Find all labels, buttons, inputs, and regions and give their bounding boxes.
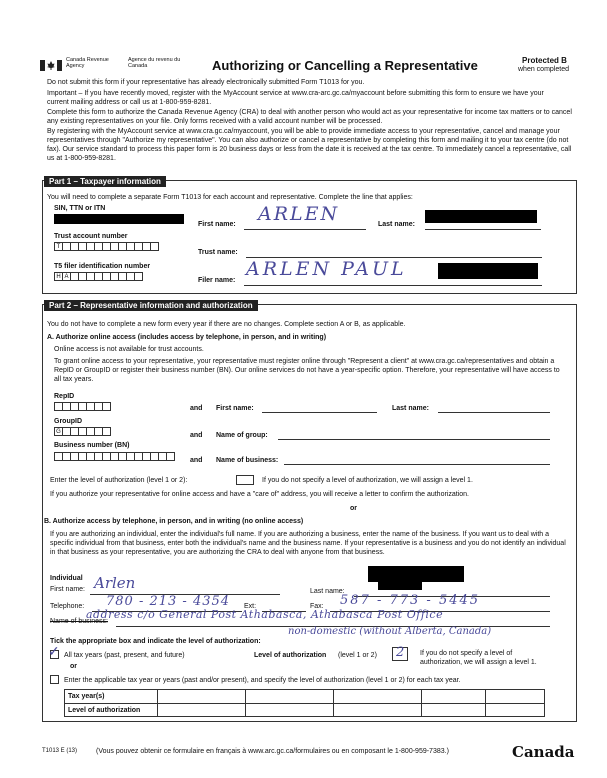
protected-sub: when completed bbox=[518, 66, 569, 73]
sin-redaction bbox=[54, 214, 184, 224]
check-mark: ✓ bbox=[48, 644, 60, 660]
and-2: and bbox=[190, 432, 203, 439]
trust-name-label: Trust name: bbox=[198, 249, 238, 256]
filer-name-line[interactable] bbox=[244, 284, 542, 286]
care-of-note: If you authorize your representative for online access and have a "care of" address, you will receive a letter to confirm the authorization. bbox=[50, 491, 469, 498]
level-b-value: 2 bbox=[396, 645, 405, 660]
agency-name-fr: Agence du revenu du Canada bbox=[128, 57, 181, 69]
group-name-line[interactable] bbox=[278, 438, 550, 440]
section-a-line2: To grant online access to your representative, your representative must register online through "Represent a client" at www.cra.gc.ca/representatives and obtain a RepID or GroupID or register their business number (BN). Our online services do not have a year-specific option. Therefore, your representative will have access to all tax years. bbox=[54, 358, 560, 383]
ind-last-redaction-2 bbox=[378, 580, 422, 590]
t5-label: T5 filer identification number bbox=[54, 263, 151, 270]
level-note-a: If you do not specify a level of authorization, we will assign a level 1. bbox=[262, 477, 473, 484]
intro-line: Do not submit this form if your representative has already electronically submitted Form T1013 for you. bbox=[47, 79, 365, 86]
specific-years-checkbox[interactable] bbox=[50, 675, 59, 684]
fax-label: Fax: bbox=[310, 603, 324, 610]
tick-line: Tick the appropriate box and indicate the level of authorization: bbox=[50, 638, 261, 645]
rep-last-name-label: Last name: bbox=[392, 405, 429, 412]
register-note: By registering with the MyAccount service at www.cra.gc.ca/myaccount, you will be able to provide immediate access to your representative, cancel and manage your representatives through "Authorize my representative". You can also authorize or cancel a representative by completing this form and mailing it to your tax centre (do not fax). Our service standard to process this paper form is 20 business days or less from the date it is received at the tax centre. To immediately cancel a representative, call us at 1-800-959-8281. bbox=[47, 128, 572, 162]
fax-value: 587 - 773 - 5445 bbox=[340, 593, 481, 608]
rep-first-name-line[interactable] bbox=[262, 411, 377, 413]
level-note-b: If you do not specify a level of authorization, we will assign a level 1. bbox=[420, 650, 537, 666]
business-name-label: Name of business: bbox=[216, 457, 279, 464]
part1-title: Part 1 – Taxpayer information bbox=[44, 176, 166, 187]
section-a-title: A. Authorize online access (includes access by telephone, in person, and in writing) bbox=[47, 334, 327, 341]
filer-name-label: Filer name: bbox=[198, 277, 236, 284]
specific-years-label: Enter the applicable tax year or years (past and/or present), and specify the level of authorization (level 1 or 2) for each tax year. bbox=[64, 677, 461, 684]
trust-number-boxes[interactable] bbox=[54, 242, 158, 251]
form-code: T1013 E (13) bbox=[42, 748, 78, 754]
tax-years-table bbox=[64, 689, 545, 717]
business-name-line[interactable] bbox=[284, 463, 550, 465]
first-name-value: ARLEN bbox=[258, 203, 340, 225]
t5-prefix-2: A bbox=[62, 272, 71, 281]
last-name-redaction bbox=[425, 210, 537, 223]
telephone-value: 780 - 213 - 4354 bbox=[106, 594, 231, 609]
protected-label: Protected B bbox=[522, 56, 567, 65]
or-b: or bbox=[70, 663, 77, 670]
address-handwritten-1: address c/o General Post Athabasca, Athabasca Post Office bbox=[86, 608, 444, 621]
level-row-label: Level of authorization bbox=[68, 707, 141, 714]
groupid-label: GroupID bbox=[54, 418, 82, 425]
trust-prefix: T bbox=[54, 242, 63, 251]
important-note: Important – If you have recently moved, register with the MyAccount service at www.cra-arc.gc.ca/myaccount before submitting this form to ensure we have your current mailing address or call us at 1-800-959-8281. bbox=[47, 90, 544, 106]
part2-title: Part 2 – Representative information and authorization bbox=[44, 300, 258, 311]
or-separator: or bbox=[350, 505, 357, 512]
repid-boxes[interactable] bbox=[54, 402, 110, 411]
and-1: and bbox=[190, 405, 203, 412]
address-handwritten-2: non-domestic (without Alberta, Canada) bbox=[288, 626, 492, 637]
individual-label: Individual bbox=[50, 575, 83, 582]
ind-last-label: Last name: bbox=[310, 588, 345, 595]
part1-instruction: You will need to complete a separate Form T1013 for each account and representative. Complete the line that applies: bbox=[47, 194, 413, 201]
complete-note: Complete this form to authorize the Canada Revenue Agency (CRA) to deal with another person who would act as your representative for income tax matters or to cancel any existing representatives on your file. Only forms received with a valid account number will be processed. bbox=[47, 109, 572, 125]
tax-years-row-label: Tax year(s) bbox=[68, 693, 105, 700]
trust-label: Trust account number bbox=[54, 233, 128, 240]
and-3: and bbox=[190, 457, 203, 464]
last-name-line bbox=[425, 228, 541, 230]
level-b-label: Level of authorization bbox=[254, 652, 327, 659]
business-name-b-label: Name of business: bbox=[50, 618, 108, 625]
last-name-label: Last name: bbox=[378, 221, 415, 228]
telephone-label: Telephone: bbox=[50, 603, 85, 610]
canada-wordmark: Canada bbox=[512, 743, 575, 761]
groupid-prefix: G bbox=[54, 427, 63, 436]
bn-label: Business number (BN) bbox=[54, 442, 130, 449]
groupid-boxes[interactable] bbox=[54, 427, 110, 436]
filer-name-redaction bbox=[438, 263, 538, 279]
t5-number-boxes[interactable] bbox=[54, 272, 142, 281]
repid-label: RepID bbox=[54, 393, 75, 400]
t5-prefix-1: H bbox=[54, 272, 63, 281]
part2-intro: You do not have to complete a new form every year if there are no changes. Complete section A or B, as applicable. bbox=[47, 321, 406, 328]
group-name-label: Name of group: bbox=[216, 432, 268, 439]
first-name-label: First name: bbox=[198, 221, 236, 228]
level-line: Enter the level of authorization (level 1 or 2): bbox=[50, 477, 188, 484]
all-years-label: All tax years (past, present, and future) bbox=[64, 652, 185, 659]
bn-boxes[interactable] bbox=[54, 452, 174, 461]
ext-label: Ext: bbox=[244, 603, 257, 610]
rep-first-name-label: First name: bbox=[216, 405, 254, 412]
first-name-line[interactable] bbox=[244, 228, 366, 230]
form-title: Authorizing or Cancelling a Representative bbox=[212, 58, 478, 73]
ind-first-value: Arlen bbox=[94, 574, 136, 592]
section-a-line1: Online access is not available for trust accounts. bbox=[54, 346, 204, 353]
section-b-text: If you are authorizing an individual, enter the individual's full name. If you are authorizing a business, enter the name of the business. If you want us to deal with a specific individual from that business, enter both the individual's name and the business name. If your representative is a business and you do not identify an individual in that business as your representative, you are authorizing the CRA to deal with anyone from that business. bbox=[50, 531, 566, 556]
level-input-a[interactable] bbox=[236, 475, 254, 485]
rep-last-name-line[interactable] bbox=[438, 411, 550, 413]
french-note: (Vous pouvez obtenir ce formulaire en français à www.arc.gc.ca/formulaires ou en composant le 1-800-959-7383.) bbox=[96, 748, 449, 755]
sin-label: SIN, TTN or ITN bbox=[54, 205, 106, 212]
level-b-sub: (level 1 or 2) bbox=[338, 652, 377, 659]
section-b-title: B. Authorize access by telephone, in person, and in writing (no online access) bbox=[44, 518, 304, 525]
ind-first-label: First name: bbox=[50, 586, 86, 593]
filer-name-value: ARLEN PAUL bbox=[246, 258, 407, 280]
canada-flag-icon bbox=[40, 58, 62, 69]
agency-name-en: Canada Revenue Agency bbox=[66, 57, 109, 69]
